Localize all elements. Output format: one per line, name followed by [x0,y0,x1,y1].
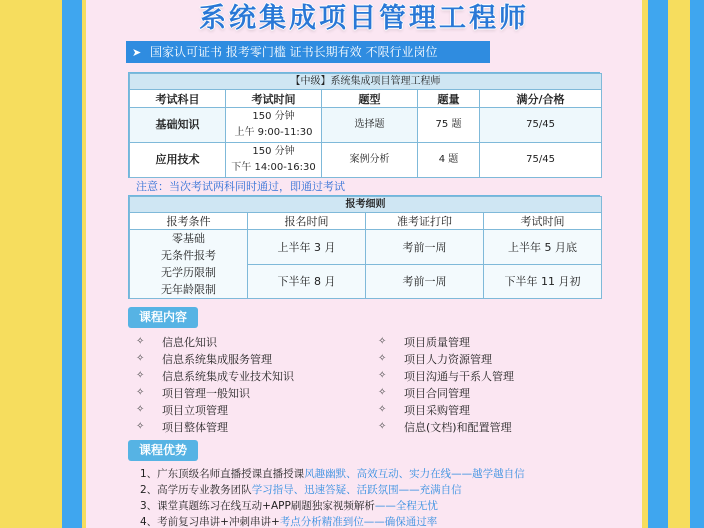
list-item [136,401,294,418]
exam-time-cell: 下半年 11 月初 [484,264,602,299]
list-item [378,401,514,418]
advantage-item [140,466,525,482]
advantage-lead: 1、广东顶级名师直播授课直播授课 [140,468,305,480]
ticket-cell: 考前一周 [366,264,484,299]
list-item [378,350,514,367]
list-item [378,384,514,401]
list-item-label: 项目质量管理 [404,335,470,349]
score-cell: 75/45 [480,143,602,178]
sparkle-icon: ✧ [378,336,387,347]
time-cell [226,143,322,178]
table-row [130,230,602,265]
table-header: 题量 [418,90,480,108]
page-title: 系统集成项目管理工程师 [199,3,529,34]
condition-item: 无年龄限制 [161,283,216,296]
list-item [378,418,514,435]
table-row [130,143,602,178]
advantage-item [140,498,525,514]
list-item-label: 项目沟通与干系人管理 [404,369,514,383]
table-header: 题型 [322,90,418,108]
subject-cell: 应用技术 [130,143,226,178]
list-item [136,384,294,401]
table-header: 考试科目 [130,90,226,108]
table-header: 考试时间 [226,90,322,108]
advantage-lead: 4、考前复习串讲+冲刺串讲+ [140,516,280,528]
advantage-highlight: 学习指导、迅速答疑、活跃氛围——充满自信 [251,484,462,496]
list-item [136,418,294,435]
list-item-label: 项目立项管理 [162,403,228,417]
list-item-label: 信息系统集成专业技术知识 [162,369,294,383]
sparkle-icon: ✧ [136,353,145,364]
sparkle-icon: ✧ [378,353,387,364]
type-cell: 选择题 [322,108,418,143]
exam-table-caption: 【中级】系统集成项目管理工程师 [130,74,602,90]
sparkle-icon: ✧ [136,404,145,415]
list-item [378,367,514,384]
list-item-label: 项目整体管理 [162,420,228,434]
sparkle-icon: ✧ [136,421,145,432]
advantage-item [140,514,525,528]
sparkle-icon: ✧ [136,387,145,398]
signup-cell: 上半年 3 月 [248,230,366,265]
list-item-label: 信息化知识 [162,335,217,349]
count-cell: 75 题 [418,108,480,143]
apply-table-caption: 报考细则 [130,197,602,213]
exam-note: 注意：当次考试两科同时通过，即通过考试 [136,180,345,193]
advantage-lead: 3、课堂真题练习在线互动+APP刷题独家视频解析 [140,500,375,512]
time-range: 下午 14:00-16:30 [231,162,316,173]
right-stripe [648,0,668,528]
list-item-label: 项目合同管理 [404,386,470,400]
sparkle-icon: ✧ [378,421,387,432]
list-item-label: 信息(文档)和配置管理 [404,420,512,434]
sparkle-icon: ✧ [378,370,387,381]
sparkle-icon: ✧ [136,370,145,381]
table-header: 报名时间 [248,213,366,230]
table-header: 报考条件 [130,213,248,230]
condition-item: 零基础 [172,232,205,245]
advantage-highlight: 考点分析精准到位——确保通过率 [279,516,438,528]
conditions-cell [130,230,248,299]
sparkle-icon: ✧ [378,404,387,415]
list-item-label: 项目管理一般知识 [162,386,250,400]
count-cell: 4 题 [418,143,480,178]
content-list-right [378,333,514,435]
signup-cell: 下半年 8 月 [248,264,366,299]
content-list-left [136,333,294,435]
condition-item: 无条件报考 [161,249,216,262]
banner-text: 国家认可证书 报考零门槛 证书长期有效 不限行业岗位 [150,45,438,59]
advantage-lead: 2、高学历专业教务团队 [140,484,252,496]
list-item [378,333,514,350]
list-item [136,333,294,350]
sparkle-icon: ✧ [378,387,387,398]
list-item [136,367,294,384]
arrow-icon: ➤ [132,46,142,59]
score-cell: 75/45 [480,108,602,143]
table-row [130,108,602,143]
type-cell: 案例分析 [322,143,418,178]
list-item-label: 项目人力资源管理 [404,352,492,366]
application-rules-table [128,195,600,299]
time-cell [226,108,322,143]
time-duration: 150 分钟 [252,111,295,122]
flyer-paper [86,0,642,528]
advantage-item [140,482,525,498]
advantage-highlight: ——全程无忧 [374,500,438,512]
ticket-cell: 考前一周 [366,230,484,265]
list-item-label: 信息系统集成服务管理 [162,352,272,366]
exam-info-table [128,72,600,178]
left-stripe [62,0,82,528]
time-range: 上午 9:00-11:30 [234,127,313,138]
list-item [136,350,294,367]
table-header: 满分/合格 [480,90,602,108]
advantage-list [140,466,525,528]
advantage-highlight: 风趣幽默、高效互动、实力在线——越学越自信 [304,468,525,480]
exam-time-cell: 上半年 5 月底 [484,230,602,265]
table-header: 准考证打印 [366,213,484,230]
course-content-tag: 课程内容 [128,307,198,328]
condition-item: 无学历限制 [161,266,216,279]
table-header: 考试时间 [484,213,602,230]
time-duration: 150 分钟 [252,146,295,157]
feature-banner [126,41,490,63]
sparkle-icon: ✧ [136,336,145,347]
subject-cell: 基础知识 [130,108,226,143]
course-advantage-tag: 课程优势 [128,440,198,461]
right-edge-stripe [690,0,704,528]
list-item-label: 项目采购管理 [404,403,470,417]
